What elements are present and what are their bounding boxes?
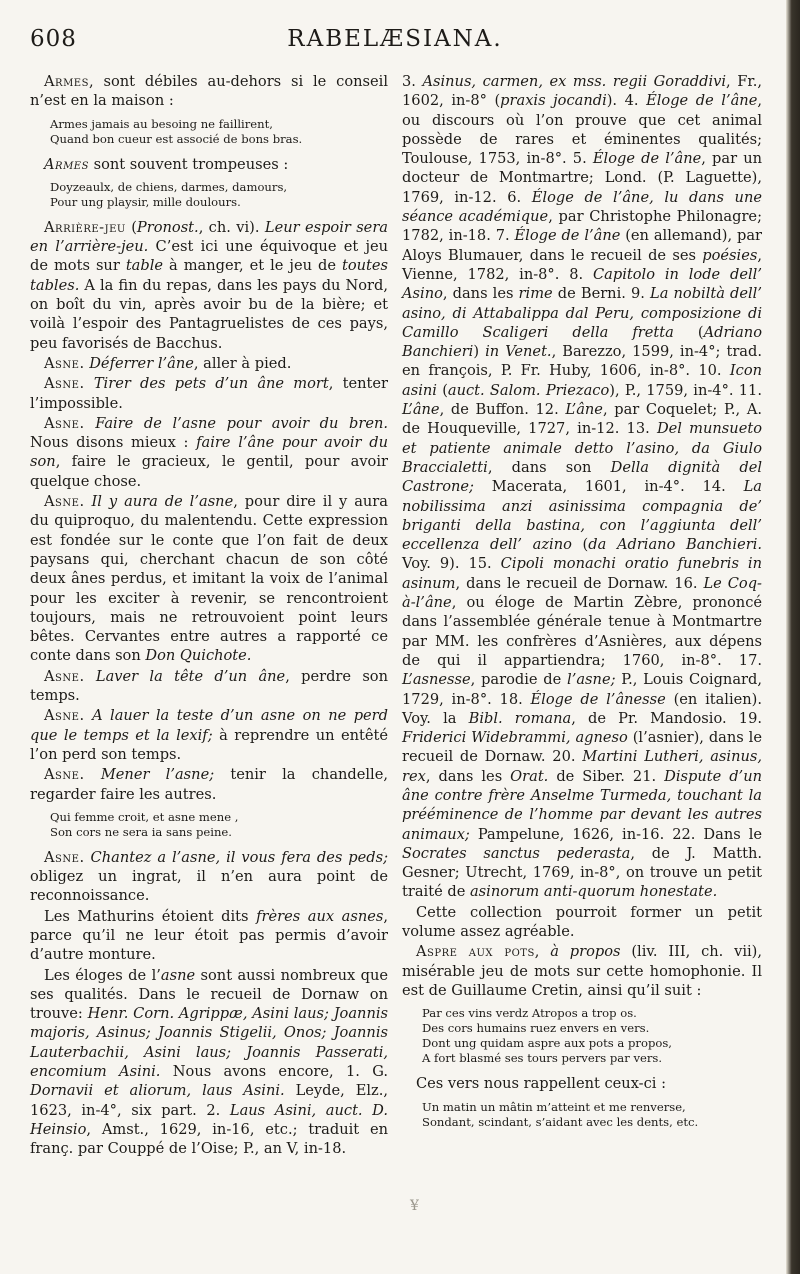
italic-text: Orat. — [510, 767, 549, 785]
body-text: Macerata, 1601, in-4°. 14. — [473, 478, 744, 496]
italic-text: A lauer la teste d’un asne on ne perd que le temps et la lexif; — [30, 707, 389, 744]
italic-text: frères aux asnes — [256, 907, 384, 925]
dictionary-paragraph — [30, 492, 388, 666]
body-text: A la fin du repas, dans les pays du Nord, on boît du vin, après avoir bu de la bière; et voilà l’espoir des Pantagruelistes de ces pays, peu favorisés de Bacchus. — [30, 276, 388, 352]
verse-quote — [50, 117, 388, 147]
dictionary-paragraph — [30, 218, 388, 353]
body-text: , de Buffon. 12. — [439, 401, 566, 419]
body-text: , ou éloge de Martin Zèbre, prononcé dans l’assemblée générale tenue à Montmartre par MM. les confrères d’Asnières, aux dépens de qui il appartiendra; 1760, in-8°. 17. — [402, 594, 762, 669]
entry-headword: Asne. — [44, 354, 85, 372]
italic-text: rime — [518, 285, 553, 303]
body-text — [85, 415, 96, 432]
body-text: , dans les — [442, 285, 519, 303]
italic-text: Del munsueto et patiente animale detto l’asino, da Giulo Braccialetti — [402, 420, 762, 476]
body-text: , Fr., 1602, in-8° ( — [402, 73, 762, 110]
entry-headword: Arrière-jeu — [44, 218, 126, 236]
body-text: , dans son — [487, 458, 611, 476]
italic-text: Friderici Widebrammi, agneso — [402, 729, 628, 747]
italic-text: da Adriano Banchieri. — [588, 536, 762, 554]
italic-text: Socrates sanctus pederasta — [402, 844, 631, 862]
italic-text: Capitolo in lode dell’ Asino — [402, 265, 762, 303]
verse-quote — [50, 180, 388, 210]
italic-text: Laus Asini, auct. D. Heinsio — [30, 1101, 388, 1138]
dictionary-paragraph — [30, 354, 388, 373]
body-text: de Siber. 21. — [548, 767, 665, 785]
body-text: , parodie de — [470, 671, 568, 689]
verse-quote — [422, 1100, 762, 1130]
verse-quote — [50, 810, 388, 840]
body-text: , Barezzo, 1599, in-4°; trad. en françois, P. Fr. Huby, 1606, in-8°. 10. — [402, 343, 762, 380]
body-text: Nous disons mieux : — [30, 434, 197, 452]
italic-text: Éloge de l’âne — [592, 150, 702, 168]
entry-headword: Asne. — [44, 493, 85, 511]
body-text — [85, 766, 101, 783]
body-text: , ou discours où l’on prouve que cet animal possède de rares et éminentes qualités; Toulouse, 1753, in-8°. 5. — [402, 92, 762, 168]
body-text: Les éloges de l’ — [44, 966, 161, 984]
body-text: , de Pr. Mandosio. 19. — [571, 709, 762, 727]
page-edge-shadow — [786, 0, 800, 1274]
body-text: sont aussi nombreux que ses qualités. Dans le recueil de Dornaw on trouve: — [30, 966, 388, 1023]
stray-mark: ¥ — [410, 1198, 419, 1214]
body-text: (l’asnier), dans le recueil de Dornaw. 20. — [402, 729, 762, 766]
italic-text: faire l’âne pour avoir du son — [30, 434, 388, 471]
italic-text: Faire de l’asne pour avoir du bren. — [95, 414, 389, 432]
body-text — [85, 668, 96, 685]
italic-text: Éloge de l’ânesse — [530, 690, 666, 708]
italic-text: in Venet. — [485, 343, 552, 361]
body-text: Voy. 9). 15. — [402, 555, 501, 573]
page-header — [30, 26, 760, 60]
body-text: , faire le gracieux, le gentil, pour avoir quelque chose. — [30, 453, 388, 490]
page-number: 608 — [30, 26, 77, 52]
italic-text: Leur espoir sera en l’arrière-jeu. — [30, 218, 388, 256]
entry-headword: Asne. — [44, 414, 85, 432]
italic-text: Don Quichote. — [145, 647, 252, 665]
dictionary-paragraph — [30, 374, 388, 413]
italic-text: toutes tables. — [30, 257, 388, 294]
italic-text: table — [125, 257, 164, 275]
dictionary-paragraph — [30, 414, 388, 491]
body-text: Pampelune, 1626, in-16. 22. Dans le — [469, 825, 762, 843]
body-text: , de J. Matth. Gesner; Utrecht, 1769, in-8°, on trouve un petit traité de — [402, 844, 762, 901]
dictionary-paragraph — [30, 765, 388, 804]
body-text: , tenter l’impossible. — [30, 375, 389, 412]
dictionary-paragraph — [402, 903, 762, 942]
italic-text: Cipoli monachi oratio funebris in asinum — [402, 555, 762, 592]
body-text: , par un docteur de Montmartre; Lond. (P. Laguette), 1769, in-12. 6. — [402, 150, 762, 206]
italic-text: L’âne — [402, 401, 440, 419]
body-text: , perdre son temps. — [30, 667, 388, 705]
italic-text: La nobilissima anzi asinissima compagnia de’ briganti della bastina, con l’aggiunta dell’ eccellenza dell’ azino — [402, 478, 762, 554]
italic-text: L’âne — [565, 401, 603, 419]
body-text: Leyde, Elz., 1623, in-4°, six part. 2. — [30, 1082, 388, 1119]
body-text: , dans les — [425, 767, 511, 785]
body-text: , Vienne, 1782, in-8°. 8. — [402, 246, 762, 283]
body-text: Les Mathurins étoient dits — [44, 907, 257, 925]
body-text: , Amst., 1629, in-16, etc.; traduit en franç. par Couppé de l’Oise; P., an V, in-18. — [30, 1120, 388, 1158]
verse-line: A fort blasmé ses tours pervers par vers. — [422, 1051, 663, 1066]
verse-line: Sondant, scindant, s’aidant avec les dents, etc. — [422, 1114, 699, 1129]
body-text: à manger, et le jeu de — [163, 257, 342, 275]
verse-line: Doyzeaulx, de chiens, darmes, damours, — [50, 179, 288, 194]
dictionary-paragraph — [30, 848, 388, 906]
body-text: ( — [673, 323, 704, 341]
verse-line: Dont ung quidam aspre aux pots a propos, — [422, 1036, 672, 1051]
dictionary-paragraph — [30, 966, 388, 1159]
italic-text: Martini Lutheri, asinus, rex — [402, 748, 762, 785]
italic-text: Della dignità del Castrone; — [402, 458, 762, 496]
italic-text: praxis jocandi — [500, 92, 607, 110]
body-text: P., Louis Coignard, 1729, in-8°. 18. — [402, 671, 762, 708]
body-text: Nous avons encore, 1. G. — [160, 1063, 388, 1081]
left-column — [30, 72, 388, 1160]
body-text — [85, 375, 94, 392]
verse-line: Quand bon cueur est associé de bons bras. — [50, 131, 303, 146]
italic-text: Adriano Banchieri — [402, 323, 762, 361]
italic-text: Bibl. romana — [468, 709, 572, 727]
body-text: Ces vers nous rappellent ceux-ci : — [416, 1075, 667, 1093]
verse-line: Qui femme croit, et asne mene , — [50, 809, 239, 824]
italic-text: Mener l’asne; — [100, 766, 215, 784]
body-text: Cette collection pourroit former un petit volume assez agréable. — [402, 903, 762, 941]
body-text: , — [534, 943, 551, 961]
italic-text: Laver la tête d’un âne — [95, 667, 286, 685]
entry-headword: Asne. — [44, 766, 85, 784]
italic-text: Pronost. — [136, 218, 199, 236]
body-text: , parce qu’il ne leur étoit pas permis d’avoir d’autre monture. — [30, 907, 388, 964]
italic-text: L’asnesse — [402, 671, 471, 689]
dictionary-paragraph — [30, 667, 388, 706]
verse-line: Un matin un mâtin m’atteint et me renverse, — [422, 1099, 686, 1114]
running-title: RABELÆSIANA. — [287, 26, 503, 52]
italic-text: Tirer des pets d’un âne mort — [93, 375, 329, 393]
italic-text: asinorum anti-quorum honestate. — [469, 883, 718, 901]
italic-text: à propos — [550, 943, 621, 961]
entry-headword: Aspre aux pots — [416, 943, 535, 961]
body-text: , par Coquelet; P., A. de Houqueville, 1727, in-12. 13. — [402, 401, 762, 438]
verse-line: Des cors humains ruez envers en vers. — [422, 1021, 650, 1036]
body-text — [85, 707, 92, 724]
entry-headword: Armes — [44, 155, 89, 173]
entry-headword: Asne. — [44, 667, 85, 685]
dictionary-paragraph — [30, 706, 388, 764]
italic-text: Asinus, carmen, ex mss. regii Goraddivi — [422, 73, 727, 90]
entry-text: , sont débiles au-dehors si le conseil n’est en la maison : — [30, 73, 388, 110]
italic-text: Icon asini — [402, 362, 762, 399]
verse-line: Pour ung playsir, mille doulours. — [50, 194, 241, 209]
body-text: C’est ici une équivoque et jeu de mots sur — [30, 238, 388, 275]
italic-text: Dornavii et aliorum, laus Asini. — [30, 1082, 285, 1100]
dictionary-paragraph — [402, 72, 762, 902]
entry-headword: Asne. — [44, 707, 85, 725]
verse-line: Armes jamais au besoing ne faillirent, — [50, 116, 273, 131]
italic-text: asne — [160, 966, 196, 984]
body-text: , par Christophe Philonagre; 1782, in-18. 7. — [402, 208, 762, 245]
entry-headword: Asne. — [44, 375, 85, 393]
italic-text: poésies — [702, 246, 758, 264]
entry-text: sont souvent trompeuses : — [88, 155, 289, 173]
italic-text: Chantez a l’asne, il vous fera des peds; — [90, 848, 389, 866]
body-text — [85, 493, 92, 510]
dictionary-paragraph — [30, 155, 388, 174]
right-column — [402, 72, 762, 1138]
italic-text: Le Coq-à-l’âne — [402, 574, 762, 612]
body-text: (en allemand), par Aloys Blumauer, dans le recueil de ses — [402, 227, 762, 264]
italic-text: Éloge de l’âne, lu dans une séance académique — [402, 188, 762, 226]
verse-line: Par ces vins verdz Atropos a trop os. — [422, 1006, 637, 1021]
body-text: ), P., 1759, in-4°. 11. — [609, 381, 762, 399]
body-text: à reprendre un entêté l’on perd son temps. — [30, 726, 389, 763]
body-text: ( — [125, 218, 137, 236]
body-text: , pour dire il y aura du quiproquo, du malentendu. Cette expression est fondée sur le conte que l’on fait de deux paysans qui, cherchant chacun de son côté deux ânes perdus, et imitant la voix de l’animal pour les exciter à revenir, se rencontroient toujours, mais ne retrouvoient point leurs bêtes. Cervantes entre autres a rapporté ce conte dans son — [30, 493, 388, 665]
entry-headword: Armes — [44, 73, 89, 90]
italic-text: Henr. Corn. Agrippæ, Asini laus; Joannis majoris, Asinus; Joannis Stigelii, Onos; Joannis Lauterbachii, Asini laus; Joannis Passerati, encomium Asini. — [30, 1005, 389, 1081]
body-text: ( — [436, 381, 448, 399]
body-text: de Berni. 9. — [552, 285, 651, 303]
dictionary-paragraph — [30, 72, 388, 111]
body-text: (liv. III, ch. vii), misérable jeu de mots sur cette homophonie. Il est de Guillaume Cretin, ainsi qu’il suit : — [402, 943, 763, 999]
body-text: (en italien). Voy. la — [402, 690, 763, 727]
body-text: ( — [571, 536, 589, 554]
italic-text: auct. Salom. Priezaco — [447, 381, 610, 399]
body-text: , ch. vi). — [198, 218, 265, 236]
body-text: ) — [473, 343, 486, 361]
italic-text: La nobiltà dell’ asino, di Attabalippa dal Peru, composizione di Camillo Scaligeri della fretta — [402, 285, 762, 341]
verse-quote — [422, 1006, 762, 1066]
dictionary-paragraph — [402, 1074, 762, 1093]
italic-text: Dispute d’un âne contre frère Anselme Turmeda, touchant la prééminence de l’homme par devant les autres animaux; — [402, 767, 762, 843]
verse-line: Son cors ne sera ia sans peine. — [50, 824, 232, 839]
body-text: , aller à pied. — [193, 354, 292, 372]
body-text: ). 4. — [606, 92, 647, 110]
body-text: obligez un ingrat, il n’en aura point de reconnoissance. — [30, 868, 388, 905]
italic-text: l’asne; — [567, 671, 616, 689]
italic-text: Il y aura de l’asne — [91, 493, 234, 511]
body-text: 3. — [402, 73, 423, 90]
italic-text: Éloge de l’âne — [646, 92, 758, 110]
dictionary-paragraph — [30, 907, 388, 965]
italic-text: Déferrer l’âne — [89, 354, 194, 372]
body-text: tenir la chandelle, regarder faire les autres. — [30, 766, 389, 803]
italic-text: Éloge de l’âne — [514, 227, 621, 245]
dictionary-paragraph — [402, 942, 762, 1000]
entry-headword: Asne. — [44, 848, 85, 866]
body-text: , dans le recueil de Dornaw. 16. — [455, 574, 704, 592]
